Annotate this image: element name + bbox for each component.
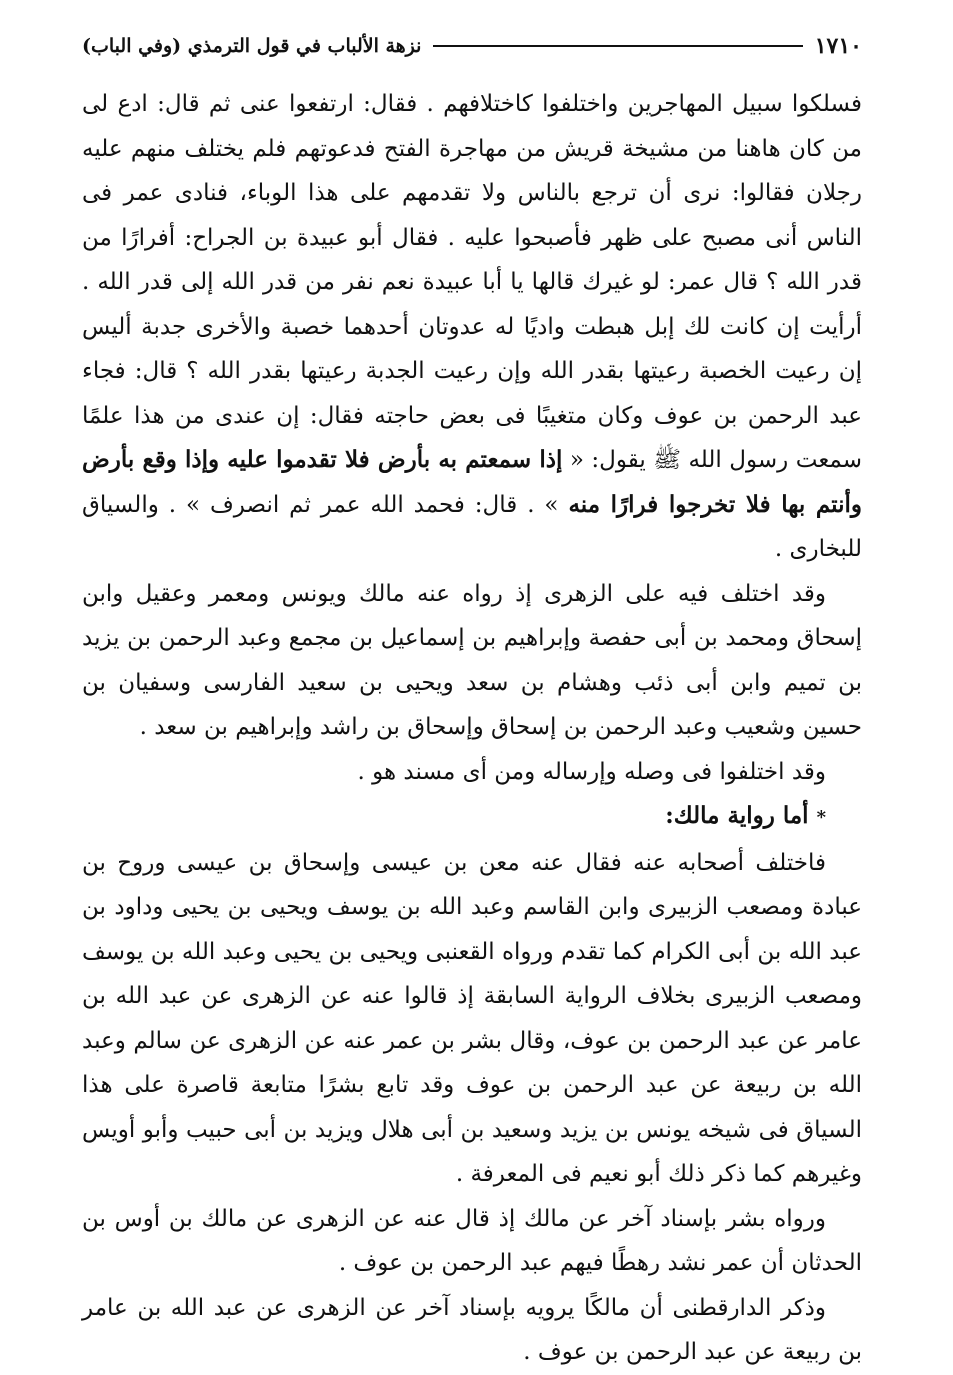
paragraph-bishr-narration: ورواه بشر بإسناد آخر عن مالك إذ قال عنه عن الزهرى عن مالك بن أوس بن الحدثان أن عمر نشد رهطًا فيهم عبد الرحمن بن عوف .: [82, 1205, 862, 1276]
paragraph-differences: وقد اختلفوا فى وصله وإرساله ومن أى مسند هو .: [357, 758, 826, 785]
quote-close: » .: [517, 491, 569, 518]
section-heading-text: أما رواية مالك:: [665, 802, 809, 829]
document-page: [82, 28, 862, 1365]
page-number: ١٧١٠: [814, 33, 862, 59]
page-body: [82, 82, 862, 1375]
asterisk-icon: *: [816, 807, 826, 828]
hadith-quote: إذا سمعتم به بأرض فلا تقدموا عليه وإذا وقع بأرض وأنتم بها فلا تخرجوا فرارًا منه: [82, 446, 862, 518]
paragraph-daraqutni: وذكر الدارقطنى أن مالكًا يرويه بإسناد آخر عن الزهرى عن عبد الله بن عامر بن ربيعة عن عبد الرحمن بن عوف .: [82, 1294, 862, 1365]
running-title: نزهة الألباب في قول الترمذي (وفي الباب): [82, 35, 422, 57]
paragraph-hadith-narrative: [82, 82, 862, 572]
page-header: [82, 28, 862, 64]
paragraph-malik-narration: فاختلف أصحابه عنه فقال عنه معن بن عيسى وإسحاق بن عيسى وروح بن عبادة ومصعب الزبيرى وابن القاسم وعبد الله بن يوسف ويحيى بن يحيى وداود بن عبد الله بن أبى الكرام كما تقدم ورواه القعنبى ويحيى بن يحيى وعبد الله بن يوسف ومصعب الزبيرى بخلاف الرواية السابقة إذ قالوا عنه عن الزهرى عن عبد الله بن عامر عن عبد الرحمن بن عوف، وقال بشر بن عمر عنه عن الزهرى عن سالم وعبد الله بن ربيعة عن عبد الرحمن بن عوف وقد تابع بشرًا متابعة قاصرة على هذا السياق فى شيخه يونس بن يزيد وسعيد بن أبى هلال ويزيد بن أبى حبيب وأبو أويس وغيرهم كما ذكر ذلك أبو نعيم فى المعرفة .: [82, 849, 862, 1187]
header-rule: [433, 45, 802, 47]
section-heading: [82, 794, 862, 841]
paragraph-tail: قال: فحمد الله عمر ثم انصرف » . والسياق للبخارى .: [82, 491, 862, 562]
paragraph-lead: فسلكوا سبيل المهاجرين واختلفوا كاختلافهم . فقال: ارتفعوا عنى ثم قال: ادع لى من كان هاهنا من مشيخة قريش من مهاجرة الفتح فدعوتهم فلم يختلف منهم عليه رجلان فقالوا: نرى أن ترجع بالناس ولا تقدمهم على هذا الوباء، فنادى عمر فى الناس أنى مصبح على ظهر فأصبحوا عليه . فقال أبو عبيدة بن الجراح: أفرارًا من قدر الله ؟ قال عمر: لو غيرك قالها يا أبا عبيدة نعم نفر من قدر الله إلى قدر الله . أرأيت إن كانت لك إبل هبطت واديًا له عدوتان أحدهما خصبة والأخرى جدبة أليس إن رعيت الخصبة رعيتها بقدر الله وإن رعيت الجدبة رعيتها بقدر الله ؟ قال: فجاء عبد الرحمن بن عوف وكان متغيبًا فى بعض حاجته فقال: إن عندى من هذا علمًا سمعت رسول الله ﷺ يقول:: [82, 91, 862, 473]
quote-open: «: [562, 447, 584, 473]
paragraph-zuhri-variants: وقد اختلف فيه على الزهرى إذ رواه عنه مالك ويونس ومعمر وعقيل وابن إسحاق ومحمد بن أبى حفصة وإبراهيم بن إسماعيل بن مجمع وعبد الرحمن بن يزيد بن تميم وابن أبى ذئب وهشام بن سعد ويحيى بن سعيد الفارسى وسفيان بن حسين وشعيب وعبد الرحمن بن إسحاق وإسحاق بن راشد وإبراهيم بن سعد .: [82, 580, 862, 740]
